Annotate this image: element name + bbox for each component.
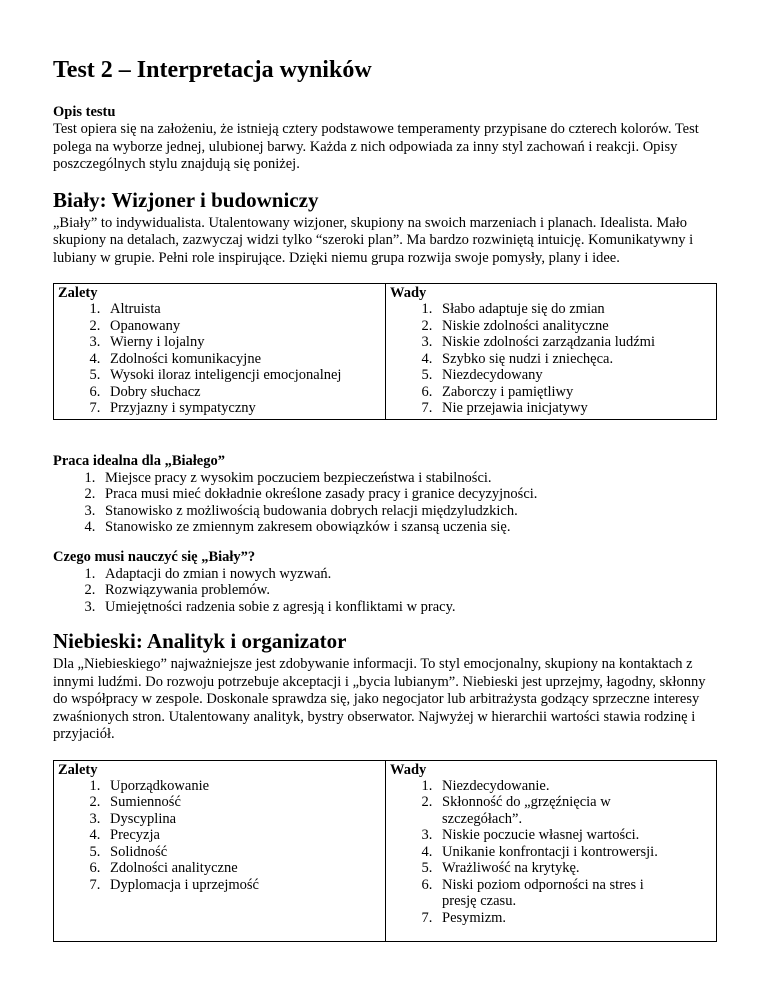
page-title: Test 2 – Interpretacja wyników: [53, 57, 372, 83]
blue-heading: Niebieski: Analityk i organizator: [53, 629, 347, 653]
description-heading: Opis testu: [53, 104, 116, 120]
white-cons-title: Wady: [390, 285, 427, 301]
white-cons-list: [390, 301, 712, 417]
white-learn-list: [53, 566, 717, 616]
list-item: 1. Miejsce pracy z wysokim poczuciem bezpieczeństwa i stabilności.: [99, 470, 717, 487]
blue-pros-column: [54, 761, 385, 941]
blue-traits-table: [53, 760, 717, 942]
white-text: „Biały” to indywidualista. Utalentowany wizjoner, skupiony na swoich marzeniach i planach. Idealista. Mało skupiony na detalach, zazwyczaj widzi tylko “szeroki plan”. Ma bardzo rozwiniętą intuicję. Komunikatywny i lubiany w grupie. Pełni role inspirujące. Dzięki niemu grupa rozwija swoje pomysły, plany i idee.: [53, 214, 694, 266]
list-item: 3. Umiejętności radzenia sobie z agresją i konfliktami w pracy.: [99, 599, 717, 616]
white-traits-table: [53, 283, 717, 420]
blue-pros-title: Zalety: [58, 761, 98, 778]
list-item: 6. Dobry słuchacz: [104, 384, 381, 401]
list-item: 3. Niskie poczucie własnej wartości.: [436, 827, 672, 844]
white-job-list: [53, 470, 717, 536]
list-item: 7. Nie przejawia inicjatywy: [436, 400, 712, 417]
blue-text: Dla „Niebieskiego” najważniejsze jest zdobywanie informacji. To styl emocjonalny, skupiony na kontaktach z innymi ludźmi. Do rozwoju potrzebuje akceptacji i „bycia lubianym”. Niebieski jest uprzejmy, łagodny, skłonny do współpracy w zespole. Doskonale sprawdza się, jako negocjator lub arbitrażysta godzący sprzeczne interesy zwaśnionych stron. Utalentowany analityk, bystry obserwator. Najwyżej w hierarchii wartości stawia rodzinę i przyjaciół.: [53, 656, 706, 742]
white-pros-list: [58, 301, 381, 417]
list-item: 4. Precyzja: [104, 827, 381, 844]
white-pros-column: [54, 284, 385, 419]
list-item: 3. Stanowisko z możliwością budowania dobrych relacji międzyludzkich.: [99, 503, 717, 520]
list-item: 1. Niezdecydowanie.: [436, 778, 672, 795]
list-item: 2. Skłonność do „grzęźnięcia w szczegółach”.: [436, 794, 672, 827]
list-item: 4. Zdolności komunikacyjne: [104, 351, 381, 368]
white-job-heading: Praca idealna dla „Białego”: [53, 452, 225, 469]
list-item: 5. Wysoki iloraz inteligencji emocjonalnej: [104, 367, 381, 384]
list-item: 1. Adaptacji do zmian i nowych wyzwań.: [99, 566, 717, 583]
white-heading: Biały: Wizjoner i budowniczy: [53, 187, 319, 212]
list-item: 1. Uporządkowanie: [104, 778, 381, 795]
blue-cons-list: [390, 778, 712, 927]
list-item: 5. Wrażliwość na krytykę.: [436, 860, 672, 877]
list-item: 1. Słabo adaptuje się do zmian: [436, 301, 712, 318]
white-pros-title: Zalety: [58, 285, 98, 301]
list-item: 4. Unikanie konfrontacji i kontrowersji.: [436, 844, 672, 861]
list-item: 2. Niskie zdolności analityczne: [436, 318, 712, 335]
list-item: 2. Sumienność: [104, 794, 381, 811]
document-page: [53, 56, 717, 942]
blue-cons-column: [385, 761, 716, 941]
list-item: 3. Wierny i lojalny: [104, 334, 381, 351]
list-item: 6. Zdolności analityczne: [104, 860, 381, 877]
list-item: 2. Opanowany: [104, 318, 381, 335]
description-text: Test opiera się na założeniu, że istnieją cztery podstawowe temperamenty przypisane do czterech kolorów. Test polega na wyborze jednej, ulubionej barwy. Każda z nich odpowiada za inny styl zachowań i reakcji. Opisy poszczególnych stylu znajdują się poniżej.: [53, 121, 699, 172]
blue-pros-list: [58, 778, 381, 894]
list-item: 5. Niezdecydowany: [436, 367, 712, 384]
list-item: 1. Altruista: [104, 301, 381, 318]
list-item: 7. Pesymizm.: [436, 910, 672, 927]
list-item: 3. Dyscyplina: [104, 811, 381, 828]
list-item: 2. Praca musi mieć dokładnie określone zasady pracy i granice decyzyjności.: [99, 486, 717, 503]
list-item: 5. Solidność: [104, 844, 381, 861]
list-item: 4. Stanowisko ze zmiennym zakresem obowiązków i szansą uczenia się.: [99, 519, 717, 536]
list-item: 6. Zaborczy i pamiętliwy: [436, 384, 712, 401]
list-item: 3. Niskie zdolności zarządzania ludźmi: [436, 334, 712, 351]
list-item: 2. Rozwiązywania problemów.: [99, 582, 717, 599]
blue-cons-title: Wady: [390, 761, 427, 778]
white-cons-column: [385, 284, 716, 419]
list-item: 7. Dyplomacja i uprzejmość: [104, 877, 381, 894]
list-item: 6. Niski poziom odporności na stres i presję czasu.: [436, 877, 672, 910]
list-item: 7. Przyjazny i sympatyczny: [104, 400, 381, 417]
list-item: 4. Szybko się nudzi i zniechęca.: [436, 351, 712, 368]
white-learn-heading: Czego musi nauczyć się „Biały”?: [53, 548, 256, 565]
